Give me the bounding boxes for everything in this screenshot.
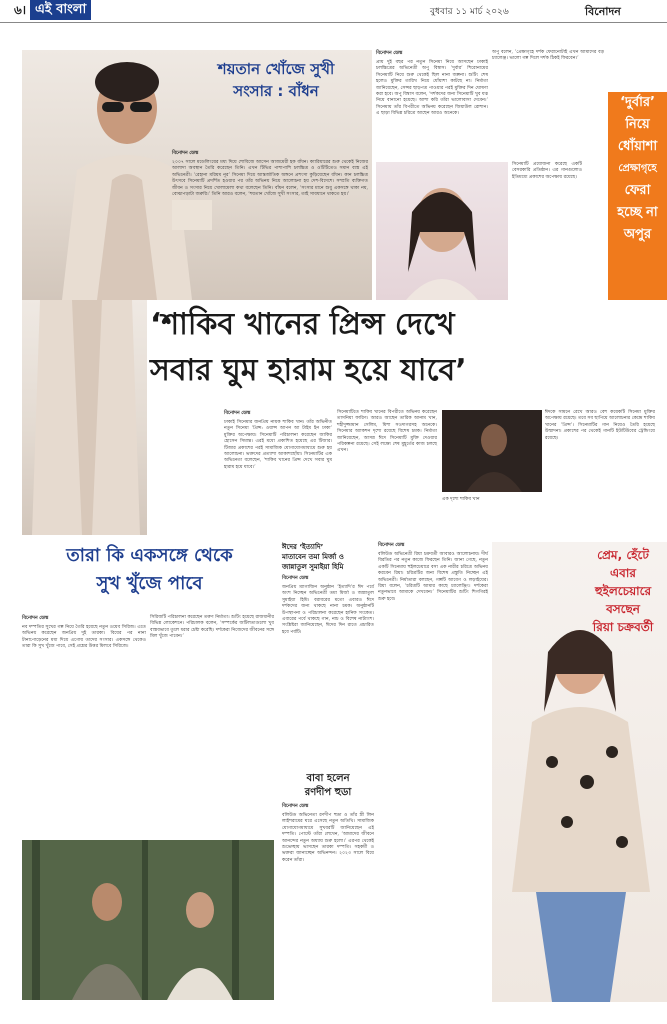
callout-line2: নিয়ে — [625, 117, 650, 132]
page-number: ৬। — [14, 3, 27, 17]
series-headline-line1: তারা কি একসঙ্গে থেকে — [66, 545, 233, 566]
shakib-photo-figure — [442, 410, 542, 492]
badhon-byline: বিনোদন ডেস্ক — [172, 151, 199, 156]
ityadi-article — [282, 542, 374, 762]
badhon-article — [172, 150, 368, 296]
page-header — [0, 0, 667, 23]
shakib-headline — [150, 302, 667, 402]
newspaper-logo: এই বাংলা — [30, 0, 91, 20]
apu-body2: অপু বলেন, ‘প্রেক্ষাগৃহে দর্শক ফেরানোটাই এখন আমাদের বড় চ্যালেঞ্জ। ভালো গল্প দিলে দর্শক ঠিকই ফিরবেন।’ — [492, 50, 606, 62]
series-byline: বিনোদন ডেস্ক — [22, 616, 49, 621]
rhea-headline-line2: হুইলচেয়ারে বসছেন — [594, 584, 652, 616]
series-body-col2: সিরিজটি পরিচালনা করেছেন তরুণ নির্মাতা। শুটিং হয়েছে রাজধানীর বিভিন্ন লোকেশনে। পরিচালক বলেন, ‘সম্পর্কের জটিলতাগুলো খুব বাস্তবভাবে তুলে ধরার চেষ্টা করেছি। দর্শকেরা নিজেদের জীবনের সঙ্গে মিল খুঁজে পাবেন।’ — [150, 615, 276, 640]
rhea-byline: বিনোদন ডেস্ক — [378, 543, 405, 548]
apu-article-col1 — [376, 50, 488, 160]
callout-line6: হচ্ছে না — [617, 205, 658, 220]
apu-body: প্রায় দুই বছর পর নতুন সিনেমা নিয়ে আসছেন ঢাকাই চলচ্চিত্রের অভিনেত্রী অপু বিশ্বাস। ‘দুর্বার’ শিরোনামের সিনেমাটি নিয়ে শুরু থেকেই ছিল নানা জল্পনা। শুটিং শেষ হলেও মুক্তির তারিখ নিয়ে ধোঁয়াশা কাটছে না। নির্মাতা জানিয়েছেন, সেন্সর ছাড়পত্র পাওয়ার পরই মুক্তির দিন ঘোষণা করা হবে। অপু বিশ্বাস বলেন, ‘দর্শকদের জন্য সিনেমাটি খুব যত্ন নিয়ে বানানো হয়েছে। আশা করি তাঁরা ভালোবাসা দেবেন।’ সিনেমায় তাঁর বিপরীতে অভিনয় করেছেন জিয়াউল রোশান। এ ছাড়া বিভিন্ন চরিত্রে আছেন আরও অনেকে। — [376, 60, 490, 117]
rhea-body: বলিউড অভিনেত্রী রিয়া চক্রবর্তী আবারও আলোচনায়। দীর্ঘ বিরতির পর নতুন কাজে ফিরছেন তিনি। জানা গেছে, নতুন একটি সিনেমায় হুইলচেয়ারে বসা এক নারীর চরিত্রে অভিনয় করবেন রিয়া। চরিত্রটির জন্য বিশেষ প্রস্তুতি নিচ্ছেন এই অভিনেত্রী। নির্মাতারা বলছেন, গল্পটি আবেগ ও লড়াইয়ের। রিয়া বলেন, ‘চরিত্রটি আমার কাছে চ্যালেঞ্জিং। দর্শকেরা নতুনভাবে আমাকে দেখবেন।’ সিনেমাটির শুটিং শিগগিরই শুরু হবে। — [378, 552, 490, 602]
apu-byline: বিনোদন ডেস্ক — [376, 51, 403, 56]
series-photo-figures — [22, 840, 274, 1000]
rhea-headline-line1: প্রেম, হেঁটে এবার — [597, 548, 649, 580]
badhon-photo-area — [22, 50, 372, 300]
callout-line4: প্রেক্ষাগৃহে — [618, 163, 657, 174]
apu-article-col3 — [512, 162, 582, 300]
randeep-headline-line2: রণদীপ হুডা — [304, 787, 352, 798]
rhea-headline-line3: রিয়া চক্রবর্তী — [592, 620, 654, 634]
rhea-photo — [492, 542, 667, 1002]
series-headline — [22, 542, 277, 612]
shakib-byline: বিনোদন ডেস্ক — [224, 411, 251, 416]
shakib-headline-line2: সবার ঘুম হারাম হয়ে যাবে’ — [150, 353, 467, 388]
shakib-col3 — [545, 410, 655, 540]
series-col2 — [150, 615, 274, 835]
callout-line7: অপুর — [623, 227, 652, 242]
ityadi-byline: বিনোদন ডেস্ক — [282, 576, 309, 581]
issue-date: বুধবার ১১ মার্চ ২০২৬ — [430, 7, 509, 17]
shakib-body-col3: ঈদকে সামনে রেখে আরও বেশ কয়েকটি সিনেমা মুক্তির অপেক্ষায় রয়েছে। তবে সব ছাপিয়ে আলোচনার কেন্দ্রে শাকিব খানের ‘প্রিন্স’। সিনেমাটির গান নিয়েও তৈরি হয়েছে উন্মাদনা। প্রকাশের পর থেকেই গানটি ইউটিউবের ট্রেন্ডিংয়ে রয়েছে। — [545, 410, 657, 441]
apu-body3: সিনেমাটি প্রযোজনা করেছে একটি বেসরকারি প্রতিষ্ঠান। এর গানগুলোও ইতিমধ্যে প্রকাশের অপেক্ষায় রয়েছে। — [512, 162, 584, 180]
series-body-col1: নব দম্পতির সুখের গল্প নিয়ে তৈরি হয়েছে নতুন ওয়েব সিরিজ। এতে অভিনয় করেছেন জনপ্রিয় দুই তারকা। বিয়ের পর নানা টানাপোড়েনের মধ্য দিয়ে এগোয় তাদের সংসার। একসঙ্গে থেকেও তারা কি সুখ খুঁজে পাবে, সেই প্রশ্নের উত্তর মিলবে সিরিজে। — [22, 625, 148, 650]
shakib-col1 — [224, 410, 332, 540]
shakib-body-col1: ঢাকাই সিনেমার জনপ্রিয় নায়ক শাকিব খান। তাঁর অভিনীত নতুন সিনেমা ‘প্রিন্স: ওয়ান্স আপন আ টাইম ইন ঢাকা’ মুক্তির অপেক্ষায়। সিনেমাটি পরিচালনা করেছেন জাকির হোসেন সিমান্ত। এরই মধ্যে প্রকাশিত হয়েছে এর টিজার। টিজার প্রকাশের পরই সামাজিক যোগাযোগমাধ্যমে শুরু হয় আলোচনা। ভক্তদের প্রত্যাশা আকাশছোঁয়া। সিনেমাটির এক অভিনেতা বলেছেন, ‘শাকিব খানের প্রিন্স দেখে সবার ঘুম হারাম হয়ে যাবে।’ — [224, 420, 334, 470]
shakib-photo — [442, 410, 542, 492]
badhon-dress — [22, 300, 147, 535]
series-headline-line2: সুখ খুঁজে পাবে — [96, 573, 203, 594]
callout-line3: ধোঁয়াশা — [617, 139, 658, 154]
series-photo — [22, 840, 274, 1000]
badhon-headline-line2: সংসার : বাঁধন — [233, 82, 319, 100]
badhon-photo-lower — [22, 300, 147, 535]
apu-article-area — [376, 50, 604, 300]
randeep-headline-line1: বাবা হলেন — [306, 773, 350, 784]
shakib-body-col2: সিনেমাটিতে শাকিব খানের বিপরীতে অভিনয় করেছেন তাসনিয়া ফারিণ। আরও আছেন তারিক আনাম খান, শহীদুজ্জামান সেলিম, মিশা সওদাগরসহ অনেকে। সিনেমার অ্যাকশন দৃশ্যে রয়েছে বিশেষ চমক। নির্মাতা জানিয়েছেন, আসন্ন ঈদে সিনেমাটি মুক্তি দেওয়ার পরিকল্পনা রয়েছে। সেই লক্ষ্যে শেষ মুহূর্তের কাজ চলছে এখন। — [337, 410, 439, 454]
badhon-headline — [182, 58, 370, 102]
badhon-body: ২০০৭ সালে মডেলিংয়ের মধ্য দিয়ে শোবিজে আসেন আজমেরী হক বাঁধন। ক্যারিয়ারের শুরু থেকেই নিজের আলাদা অবস্থান তৈরি করেছেন তিনি। এখন টিভির পাশাপাশি চলচ্চিত্র ও ওটিটিতেও সমান ব্যস্ত এই অভিনেত্রী। ‘রেহানা মরিয়ম নূর’ সিনেমা দিয়ে আন্তর্জাতিক অঙ্গনে প্রশংসা কুড়িয়েছেন বাঁধন। কান চলচ্চিত্র উৎসবে সিনেমাটি প্রদর্শিত হওয়ার পর তাঁর অভিনয় নিয়ে আলোচনা হয় দেশ-বিদেশে। সম্প্রতি ব্যক্তিগত জীবন ও সংসার নিয়ে খোলামেলা কথা বলেছেন তিনি। বাঁধন বলেন, ‘সংসার মানে শুধু একসঙ্গে থাকা নয়, বোঝাপড়াটা জরুরি।’ তিনি আরও বলেন, ‘শয়তান খোঁজে সুখী সংসার, তাই সাবধানে থাকতে হয়।’ — [172, 160, 370, 198]
callout-line5: ফেরা — [624, 183, 651, 198]
ityadi-body: জনপ্রিয় ম্যাগাজিন অনুষ্ঠান ‘ইত্যাদি’র ঈদ পর্বে অংশ নিচ্ছেন অভিনেত্রী তমা মির্জা ও জান্নাতুল সুমাইয়া হিমি। বরাবরের মতো এবারও ঈদে দর্শকদের জন্য থাকছে নানা চমক। অনুষ্ঠানটি উপস্থাপনা ও পরিচালনা করেছেন হানিফ সংকেত। এবারের পর্বে থাকছে গান, নাচ ও বিশেষ নাট্যাংশ। সংশ্লিষ্টরা জানিয়েছেন, ঈদের দিন রাতে প্রচারিত হবে পর্বটি। — [282, 585, 376, 635]
callout-line1: ‘দুর্বার’ — [620, 95, 655, 110]
randeep-byline: বিনোদন ডেস্ক — [282, 804, 309, 809]
rhea-article — [378, 542, 488, 1002]
section-title: বিনোদন — [585, 5, 621, 18]
apu-photo-figure — [376, 162, 508, 300]
ityadi-headline-line3: জান্নাতুল সুমাইয়া হিমি — [282, 563, 344, 571]
randeep-article — [282, 772, 374, 1002]
series-col1 — [22, 615, 146, 835]
ityadi-headline-line2: মাতাবেন তমা মির্জা ও — [282, 553, 344, 561]
apu-callout — [608, 92, 667, 300]
apu-article-col2 — [492, 50, 604, 160]
randeep-body: বলিউড অভিনেতা রণদীপ হুডা ও তাঁর স্ত্রী লিন লাইশরামের ঘরে এসেছে নতুন অতিথি। সামাজিক যোগাযোগমাধ্যমে সুখবরটি জানিয়েছেন এই দম্পতি। পোস্টে তাঁরা লেখেন, ‘আমাদের জীবনে আনন্দের নতুন অধ্যায় শুরু হলো।’ এরপর থেকেই শুভেচ্ছায় ভাসছেন তারকা দম্পতি। সহকর্মী ও ভক্তরা জানাচ্ছেন অভিনন্দন। ২০২৩ সালে বিয়ে করেন তাঁরা। — [282, 813, 376, 863]
badhon-headline-line1: শয়তান খোঁজে সুখী — [217, 60, 335, 78]
apu-photo — [376, 162, 508, 300]
shakib-photo-caption: এক দৃশ্যে শাকিব খান — [442, 497, 480, 502]
shakib-col2 — [337, 410, 437, 540]
rhea-headline — [584, 546, 662, 696]
ityadi-headline-line1: ঈদের ‘ইত্যাদি’ — [282, 543, 324, 551]
shakib-headline-line1: ‘শাকিব খানের প্রিন্স দেখে — [150, 307, 455, 342]
